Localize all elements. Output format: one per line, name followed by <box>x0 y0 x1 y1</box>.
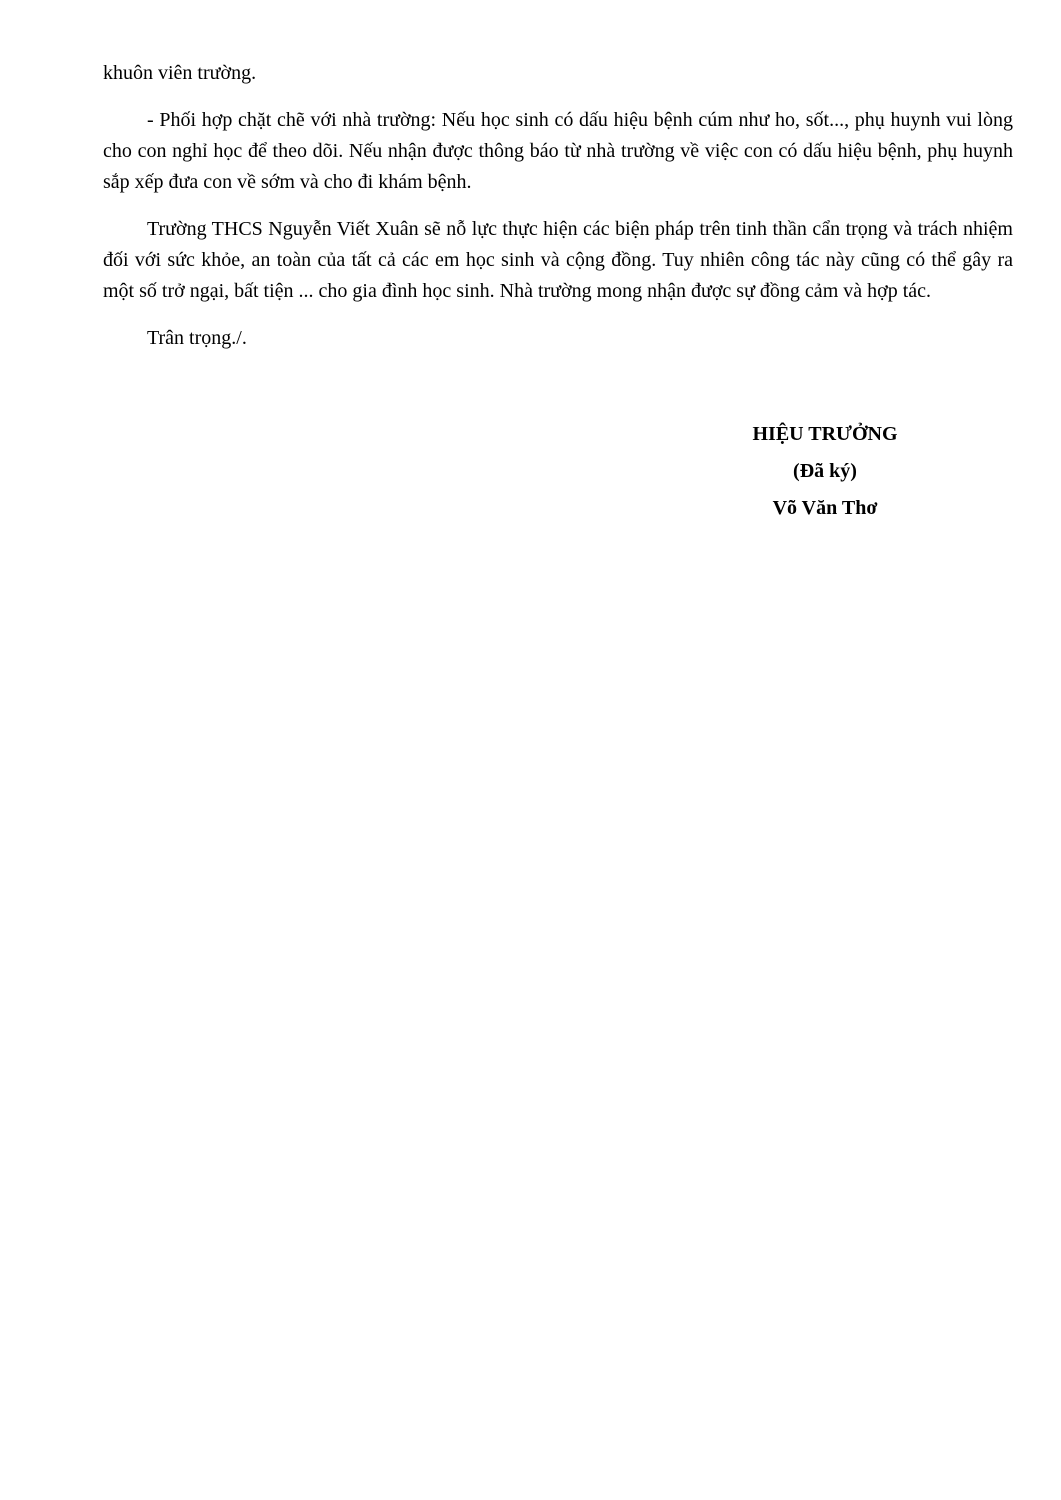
paragraph-coordination: - Phối hợp chặt chẽ với nhà trường: Nếu học sinh có dấu hiệu bệnh cúm như ho, sốt..., phụ huynh vui lòng cho con nghỉ học để theo dõi. Nếu nhận được thông báo từ nhà trường về việc con có dấu hiệu bệnh, phụ huynh sắp xếp đưa con về sớm và cho đi khám bệnh. <box>103 109 1013 193</box>
paragraph-closing: Trân trọng./. <box>147 327 247 349</box>
signature-block <box>700 416 950 527</box>
signature-title: HIỆU TRƯỞNG <box>752 423 898 445</box>
document-body <box>103 58 1013 370</box>
paragraph-continuation: khuôn viên trường. <box>103 62 257 84</box>
signature-status: (Đã ký) <box>793 460 857 482</box>
signature-name: Võ Văn Thơ <box>772 497 878 519</box>
paragraph-school-commitment: Trường THCS Nguyễn Viết Xuân sẽ nỗ lực thực hiện các biện pháp trên tinh thần cẩn trọng và trách nhiệm đối với sức khỏe, an toàn của tất cả các em học sinh và cộng đồng. Tuy nhiên công tác này cũng có thể gây ra một số trở ngại, bất tiện ... cho gia đình học sinh. Nhà trường mong nhận được sự đồng cảm và hợp tác. <box>103 218 1013 302</box>
